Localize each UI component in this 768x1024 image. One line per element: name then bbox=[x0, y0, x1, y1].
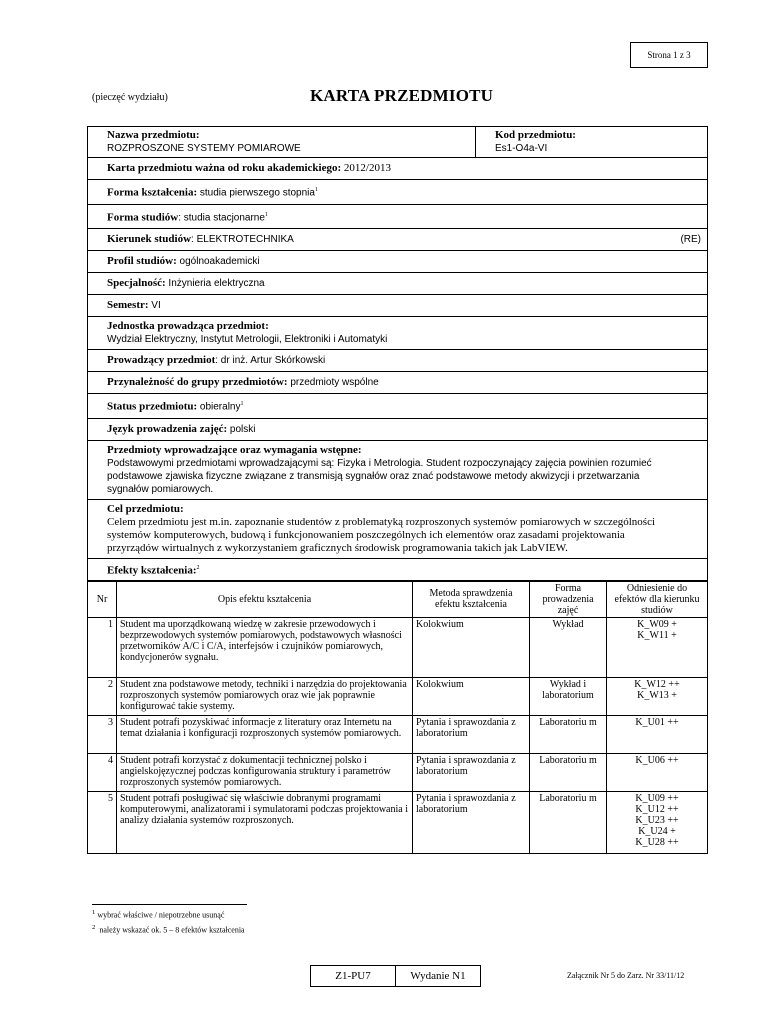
header-nr: Nr bbox=[88, 582, 117, 618]
footnote-2 bbox=[92, 924, 245, 935]
footer-edition-text: Wydanie N1 bbox=[410, 970, 466, 982]
row-form: Laboratoriu m bbox=[530, 715, 607, 753]
row-nr: 4 bbox=[88, 753, 117, 791]
course-status-value: obieralny bbox=[199, 401, 241, 413]
language-row bbox=[88, 419, 707, 441]
specialization-label: Specjalność: bbox=[107, 277, 166, 290]
course-aim-row bbox=[88, 500, 707, 559]
footnote-separator bbox=[92, 904, 247, 905]
table-row bbox=[88, 753, 707, 791]
field-of-study-code: (RE) bbox=[680, 234, 701, 246]
education-form-value: studia pierwszego stopnia bbox=[199, 187, 315, 199]
footnote-ref: 1 bbox=[314, 187, 318, 193]
course-name-row bbox=[88, 127, 707, 158]
course-name-cell bbox=[88, 127, 476, 157]
row-reference: K_U06 ++ bbox=[607, 753, 708, 791]
course-aim-value: Celem przedmiotu jest m.in. zapoznanie studentów z problematyką rozproszonych systemów pomiarowych w szczególności systemów komputerowych, budową i funkcjonowaniem poszczególnych ich elementów oraz zasadami projektowania przyrządów wirtualnych z wykorzystaniem graficznych środowisk programowania takich jak LabVIEW. bbox=[107, 515, 656, 554]
footnote-1-number: 1 bbox=[92, 909, 96, 916]
study-form-row bbox=[88, 205, 707, 230]
department-value: Wydział Elektryczny, Instytut Metrologii, Elektroniki i Automatyki bbox=[107, 334, 388, 346]
footer-attachment: Załącznik Nr 5 do Zarz. Nr 33/11/12 bbox=[567, 971, 685, 980]
semester-label: Semestr: bbox=[107, 299, 149, 312]
prerequisites-row bbox=[88, 441, 707, 500]
semester-value: VI bbox=[151, 300, 161, 312]
learning-outcomes-table bbox=[88, 582, 707, 854]
header-form: Forma prowadzenia zajęć bbox=[530, 582, 607, 618]
course-group-value: przedmioty wspólne bbox=[290, 377, 379, 389]
study-form-label: Forma studiów bbox=[107, 211, 179, 224]
learning-outcomes-row bbox=[88, 559, 707, 582]
faculty-stamp-label: (pieczęć wydziału) bbox=[92, 92, 168, 103]
row-form: Wykład bbox=[530, 617, 607, 677]
row-description: Student zna podstawowe metody, techniki i narzędzia do projektowania rozproszonych systemów pomiarowych oraz wie jak poprawnie konfigurować takie systemy. bbox=[117, 677, 413, 715]
study-profile-label: Profil studiów: bbox=[107, 255, 177, 268]
page-number: Strona 1 z 3 bbox=[647, 50, 691, 60]
table-row bbox=[88, 677, 707, 715]
footer-form-code bbox=[310, 965, 396, 987]
footnote-ref: 1 bbox=[264, 211, 268, 218]
course-card bbox=[87, 126, 708, 854]
valid-year-row bbox=[88, 158, 707, 180]
field-of-study-row bbox=[88, 229, 707, 251]
course-name-label: Nazwa przedmiotu: bbox=[107, 129, 200, 141]
field-of-study-value: : ELEKTROTECHNIKA bbox=[191, 234, 294, 246]
row-description: Student potrafi pozyskiwać informacje z literatury oraz Internetu na temat działania i konfiguracji rozproszonych systemów pomiarowych. bbox=[117, 715, 413, 753]
course-code-label: Kod przedmiotu: bbox=[495, 129, 576, 141]
field-of-study-label: Kierunek studiów bbox=[107, 233, 192, 246]
row-method: Pytania i sprawozdania z laboratorium bbox=[413, 715, 530, 753]
row-form: Laboratoriu m bbox=[530, 753, 607, 791]
table-row bbox=[88, 791, 707, 853]
footer-form-code-text: Z1-PU7 bbox=[335, 970, 371, 982]
row-nr: 2 bbox=[88, 677, 117, 715]
prerequisites-label: Przedmioty wprowadzające oraz wymagania wstępne: bbox=[107, 443, 362, 456]
row-method: Pytania i sprawozdania z laboratorium bbox=[413, 753, 530, 791]
row-method: Pytania i sprawozdania z laboratorium bbox=[413, 791, 530, 853]
study-profile-row bbox=[88, 251, 707, 273]
course-code-value: Es1-O4a-VI bbox=[495, 143, 548, 154]
course-status-label: Status przedmiotu: bbox=[107, 400, 198, 413]
header-reference: Odniesienie do efektów dla kierunku studiów bbox=[607, 582, 708, 618]
footnote-1 bbox=[92, 909, 224, 920]
table-row bbox=[88, 715, 707, 753]
row-reference: K_W09 + K_W11 + bbox=[607, 617, 708, 677]
department-label: Jednostka prowadząca przedmiot: bbox=[107, 320, 269, 333]
lecturer-row bbox=[88, 350, 707, 372]
row-form: Wykład i laboratorium bbox=[530, 677, 607, 715]
course-code-cell bbox=[476, 127, 707, 157]
row-nr: 3 bbox=[88, 715, 117, 753]
row-reference: K_U09 ++ K_U12 ++ K_U23 ++ K_U24 + K_U28 ++ bbox=[607, 791, 708, 853]
specialization-value: Inżynieria elektryczna bbox=[168, 278, 265, 290]
course-aim-label: Cel przedmiotu: bbox=[107, 502, 184, 515]
page-number-box bbox=[630, 42, 708, 68]
course-group-row bbox=[88, 372, 707, 394]
language-label: Język prowadzenia zajęć: bbox=[107, 422, 228, 435]
education-form-label: Forma kształcenia: bbox=[107, 186, 198, 199]
row-reference: K_U01 ++ bbox=[607, 715, 708, 753]
learning-outcomes-label: Efekty kształcenia: bbox=[107, 564, 197, 577]
lecturer-value: : dr inż. Artur Skórkowski bbox=[215, 355, 326, 367]
row-description: Student ma uporządkowaną wiedzę w zakresie przewodowych i bezprzewodowych systemów pomiarowych, podstawowych własności przetworników A/C i C/A, interfejsów i czujników pomiarowych, kondycjonerów sygnału. bbox=[117, 617, 413, 677]
specialization-row bbox=[88, 273, 707, 295]
row-description: Student potrafi posługiwać się właściwie dobranymi programami komputerowymi, analizatorami i symulatorami podczas projektowania i analizy działania systemów rozproszonych. bbox=[117, 791, 413, 853]
header-method: Metoda sprawdzenia efektu kształcenia bbox=[413, 582, 530, 618]
education-form-row bbox=[88, 180, 707, 205]
row-reference: K_W12 ++ K_W13 + bbox=[607, 677, 708, 715]
row-method: Kolokwium bbox=[413, 677, 530, 715]
row-description: Student potrafi korzystać z dokumentacji technicznej polsko i angielskojęzycznej podczas konfigurowania struktury i parametrów rozproszonych systemów pomiarowych. bbox=[117, 753, 413, 791]
footnote-1-text: wybrać właściwe / niepotrzebne usunąć bbox=[97, 910, 225, 920]
footnote-2-number: 2 bbox=[92, 924, 96, 931]
prerequisites-value: Podstawowymi przedmiotami wprowadzającymi są: Fizyka i Metrologia. Student rozpoczynający zajęcia powinien rozumieć podstawowe zjawiska fizyczne związane z transmisją sygnałów oraz znać podstawowe metody akwizycji i przetwarzania sygnałów pomiarowych. bbox=[107, 457, 652, 495]
row-nr: 5 bbox=[88, 791, 117, 853]
row-method: Kolokwium bbox=[413, 617, 530, 677]
study-form-value: : studia stacjonarne bbox=[178, 212, 265, 224]
header-description: Opis efektu kształcenia bbox=[117, 582, 413, 618]
course-group-label: Przynależność do grupy przedmiotów: bbox=[107, 376, 288, 389]
lecturer-label: Prowadzący przedmiot bbox=[107, 354, 216, 367]
document-title: KARTA PRZEDMIOTU bbox=[310, 86, 494, 105]
footnote-ref: 2 bbox=[196, 564, 200, 571]
language-value: polski bbox=[229, 423, 256, 435]
footer-edition bbox=[395, 965, 481, 987]
row-form: Laboratoriu m bbox=[530, 791, 607, 853]
row-nr: 1 bbox=[88, 617, 117, 677]
valid-year-value: 2012/2013 bbox=[343, 162, 391, 174]
study-profile-value: ogólnoakademicki bbox=[179, 256, 260, 268]
department-row bbox=[88, 317, 707, 350]
table-header-row bbox=[88, 582, 707, 618]
course-status-row bbox=[88, 394, 707, 419]
footnote-ref: 1 bbox=[240, 401, 244, 408]
table-row bbox=[88, 617, 707, 677]
course-name-value: ROZPROSZONE SYSTEMY POMIAROWE bbox=[107, 143, 301, 154]
semester-row bbox=[88, 295, 707, 317]
footnote-2-text: należy wskazać ok. 5 – 8 efektów kształcenia bbox=[99, 925, 245, 935]
valid-year-label: Karta przedmiotu ważna od roku akademickiego: bbox=[107, 162, 342, 174]
